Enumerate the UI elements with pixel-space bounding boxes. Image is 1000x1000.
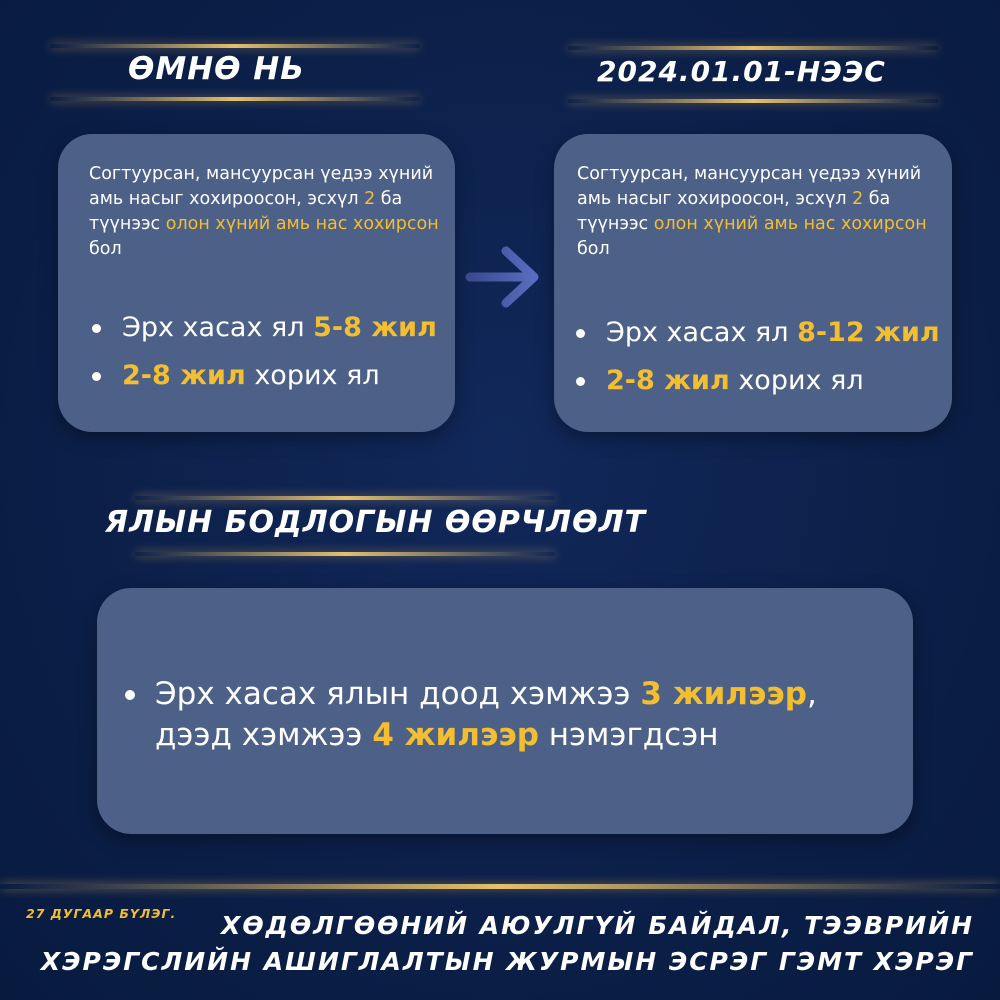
desc-highlight: олон хүний амь нас хохирсон <box>653 214 927 234</box>
bullet-dot <box>125 690 135 700</box>
desc-highlight: олон хүний амь нас хохирсон <box>165 214 439 234</box>
after-bullets <box>572 309 940 405</box>
gold-line-footer <box>0 884 1000 889</box>
arrow-right-icon <box>462 243 546 311</box>
before-card <box>58 134 455 432</box>
gold-line-right-bottom <box>568 99 938 103</box>
desc-text: Согтуурсан, мансуурсан үедээ хүний амь насыг хохироосон, эсхүл <box>577 164 922 209</box>
desc-text: бол <box>89 239 122 259</box>
after-card <box>554 134 952 432</box>
policy-card <box>97 588 913 834</box>
footer-title-line: ХЭРЭГСЛИЙН АШИГЛАЛТЫН ЖУРМЫН ЭСРЭГ ГЭМТ ХЭРЭГ <box>40 947 974 976</box>
gold-line-policy-top <box>135 496 555 500</box>
list-item: Эрх хасах ял 8-12 жил <box>572 309 940 357</box>
desc-text: Согтуурсан, мансуурсан үедээ хүний амь насыг хохироосон, эсхүл <box>89 164 434 209</box>
policy-title: ЯЛЫН БОДЛОГЫН ӨӨРЧЛӨЛТ <box>105 505 646 540</box>
desc-highlight: 2 <box>364 189 376 209</box>
footer-title <box>41 908 974 980</box>
list-item: 2-8 жил хорих ял <box>572 357 940 405</box>
gold-line-policy-bottom <box>135 552 555 556</box>
desc-text: ба түүнээс <box>577 189 891 234</box>
gold-line-right-top <box>568 46 938 50</box>
list-item: 2-8 жил хорих ял <box>88 352 437 400</box>
before-bullets <box>88 304 437 400</box>
gold-line-left-bottom <box>50 97 420 101</box>
desc-text: ба түүнээс <box>89 189 403 234</box>
gold-line-left-top <box>50 44 420 48</box>
footer-title-line: ХӨДӨЛГӨӨНИЙ АЮУЛГҮЙ БАЙДАЛ, ТЭЭВРИЙН <box>221 911 974 940</box>
desc-highlight: 2 <box>852 189 864 209</box>
desc-text: бол <box>577 239 610 259</box>
before-description <box>89 162 441 262</box>
after-title: 2024.01.01-НЭЭС <box>597 55 886 88</box>
list-item: Эрх хасах ял 5-8 жил <box>88 304 437 352</box>
after-description <box>577 162 937 262</box>
policy-text: Эрх хасах ялын доод хэмжээ 3 жилээр, дээд хэмжээ 4 жилээр нэмэгдсэн <box>155 674 817 756</box>
before-title: ӨМНӨ НЬ <box>128 51 305 87</box>
chapter-label: 27 ДУГААР БҮЛЭГ. <box>26 906 177 921</box>
